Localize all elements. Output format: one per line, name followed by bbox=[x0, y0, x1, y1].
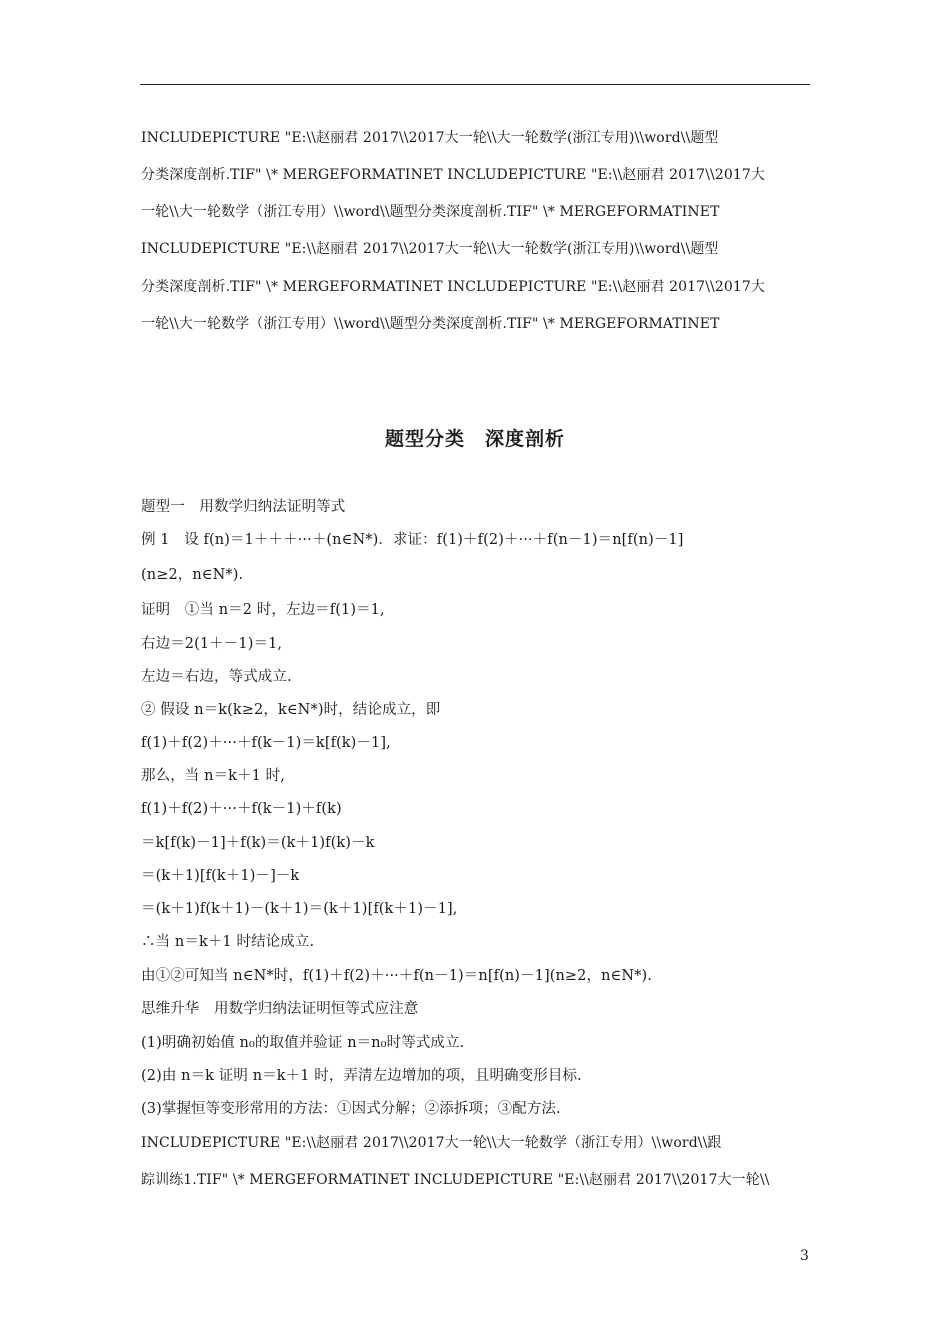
section-title: 题型分类 深度剖析 bbox=[384, 428, 565, 450]
proof-line: ＝(k＋1)[f(k＋1)－]－k bbox=[141, 868, 300, 884]
include-field-line: 踪训练1.TIF" \* MERGEFORMATINET INCLUDEPICTURE "E:\\赵丽君 2017\\2017大一轮\\ bbox=[141, 1172, 770, 1188]
include-field-line: 一轮\\大一轮数学（浙江专用）\\word\\题型分类深度剖析.TIF" \* MERGEFORMATINET bbox=[141, 316, 720, 332]
proof-line: 左边＝右边，等式成立. bbox=[141, 669, 292, 685]
example-statement: 例 1 设 f(n)＝1＋＋＋···＋(n∈N*)．求证：f(1)＋f(2)＋···＋f(n－1)＝n[f(n)－1] bbox=[141, 532, 684, 548]
proof-line: f(1)＋f(2)＋···＋f(k－1)＝k[f(k)－1], bbox=[141, 735, 391, 751]
include-field-line: 分类深度剖析.TIF" \* MERGEFORMATINET INCLUDEPICTURE "E:\\赵丽君 2017\\2017大 bbox=[141, 167, 765, 183]
summary-heading: 思维升华 用数学归纳法证明恒等式应注意 bbox=[141, 1001, 419, 1017]
summary-item: (2)由 n＝k 证明 n＝k＋1 时，弄清左边增加的项，且明确变形目标. bbox=[141, 1068, 582, 1084]
include-field-line: INCLUDEPICTURE "E:\\赵丽君 2017\\2017大一轮\\大一轮数学（浙江专用）\\word\\跟 bbox=[141, 1135, 722, 1151]
include-field-line: INCLUDEPICTURE "E:\\赵丽君 2017\\2017大一轮\\大一轮数学(浙江专用)\\word\\题型 bbox=[141, 130, 719, 146]
proof-line: f(1)＋f(2)＋···＋f(k－1)＋f(k) bbox=[141, 801, 342, 817]
proof-line: 证明 ①当 n＝2 时，左边＝f(1)＝1, bbox=[141, 602, 385, 618]
summary-item: (3)掌握恒等变形常用的方法：①因式分解；②添拆项；③配方法. bbox=[141, 1101, 561, 1117]
proof-line: ＝(k＋1)f(k＋1)－(k＋1)＝(k＋1)[f(k＋1)－1], bbox=[141, 901, 458, 917]
proof-line: ② 假设 n＝k(k≥2，k∈N*)时，结论成立，即 bbox=[141, 702, 441, 718]
proof-line: 那么，当 n＝k＋1 时, bbox=[141, 768, 285, 784]
include-field-line: 一轮\\大一轮数学（浙江专用）\\word\\题型分类深度剖析.TIF" \* MERGEFORMATINET bbox=[141, 204, 720, 220]
proof-line: ∴当 n＝k＋1 时结论成立. bbox=[141, 934, 315, 950]
proof-line: 右边＝2(1＋－1)＝1, bbox=[141, 636, 283, 652]
page-number: 3 bbox=[800, 1248, 809, 1264]
proof-line: ＝k[f(k)－1]＋f(k)＝(k＋1)f(k)－k bbox=[141, 835, 375, 851]
include-field-line: 分类深度剖析.TIF" \* MERGEFORMATINET INCLUDEPICTURE "E:\\赵丽君 2017\\2017大 bbox=[141, 279, 765, 295]
header-rule bbox=[140, 84, 810, 85]
topic-heading: 题型一 用数学归纳法证明等式 bbox=[141, 499, 346, 515]
example-statement-cont: (n≥2，n∈N*). bbox=[141, 567, 244, 583]
include-field-line: INCLUDEPICTURE "E:\\赵丽君 2017\\2017大一轮\\大一轮数学(浙江专用)\\word\\题型 bbox=[141, 241, 719, 257]
proof-conclusion: 由①②可知当 n∈N*时，f(1)＋f(2)＋···＋f(n－1)＝n[f(n)－1](n≥2，n∈N*). bbox=[141, 968, 652, 984]
summary-item: (1)明确初始值 n₀的取值并验证 n＝n₀时等式成立. bbox=[141, 1035, 465, 1051]
